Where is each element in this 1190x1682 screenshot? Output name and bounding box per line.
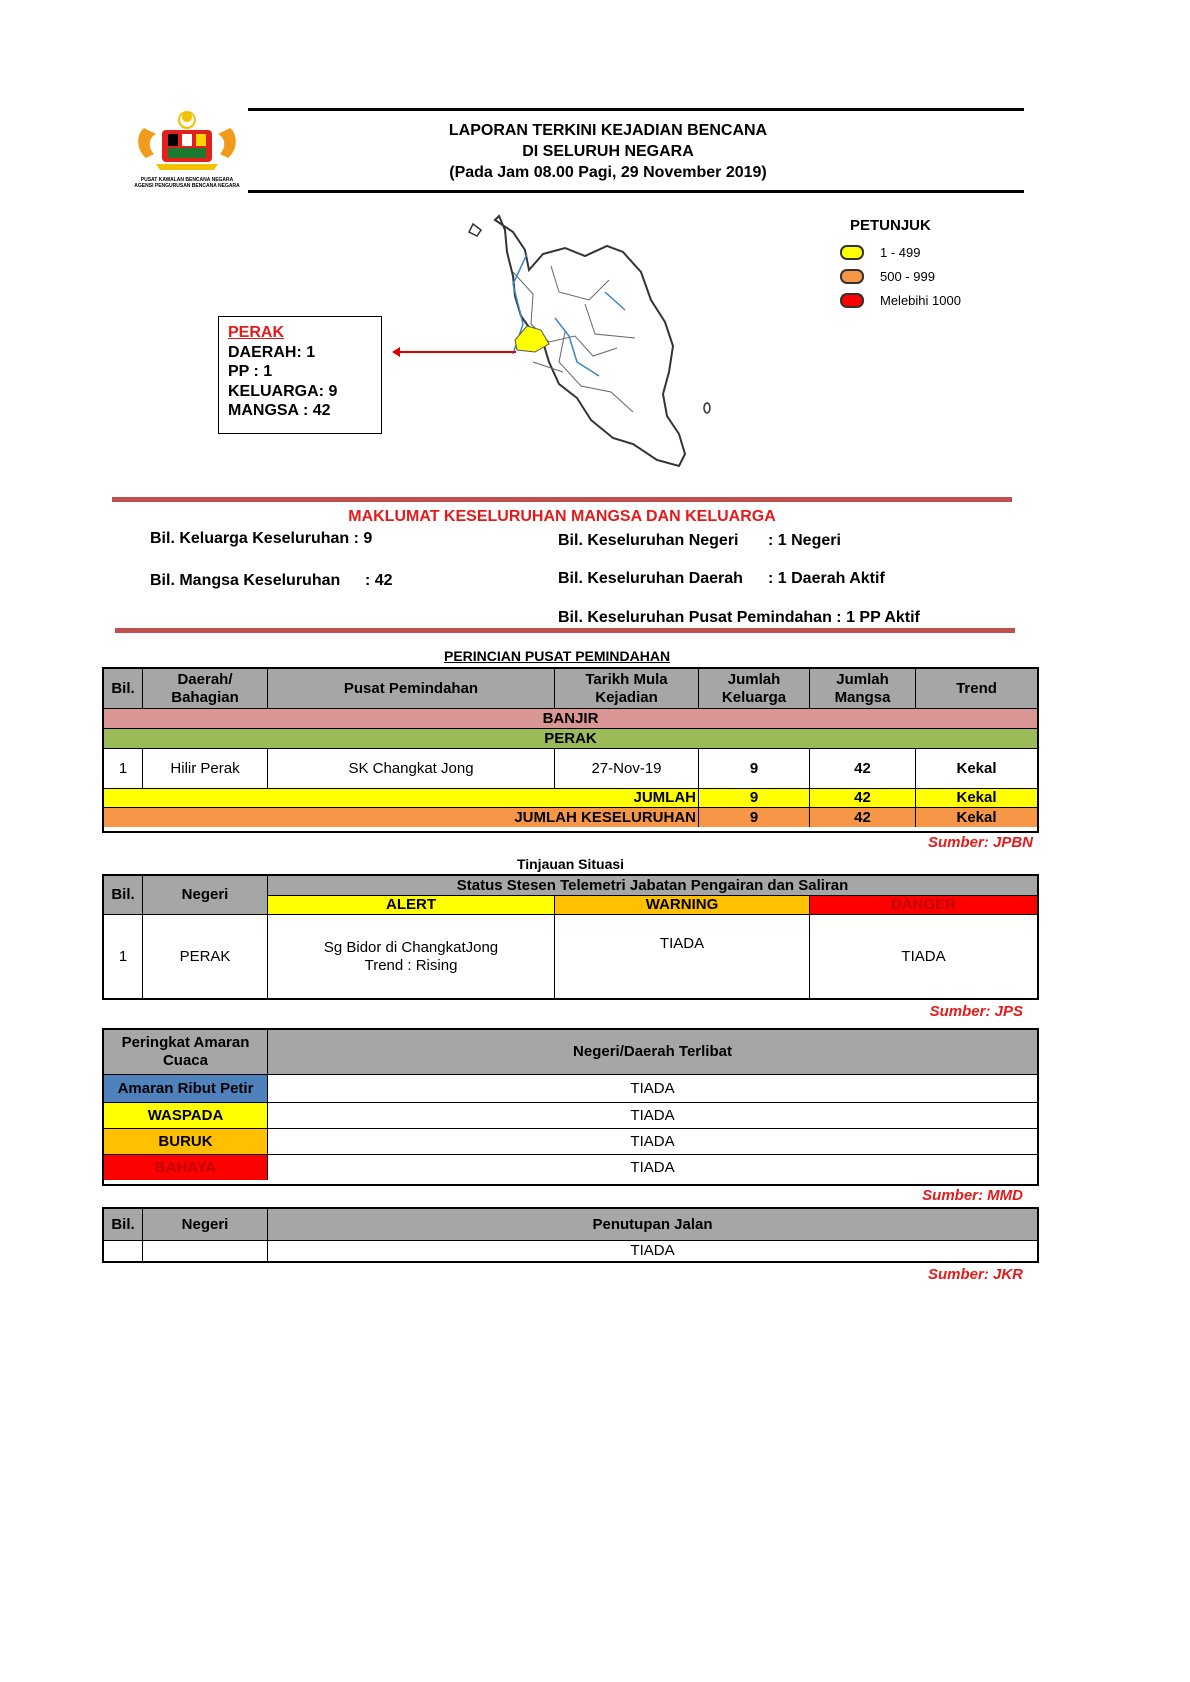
cell-bil: 1 [104, 915, 143, 998]
col-keluarga: Jumlah Keluarga [699, 669, 810, 709]
summary-title: MAKLUMAT KESELURUHAN MANGSA DAN KELUARGA [348, 508, 776, 525]
source-jkr: Sumber: JKR [927, 1266, 1023, 1283]
weather-warning-table [102, 1028, 1039, 1186]
cell-tarikh: 27-Nov-19 [555, 749, 699, 789]
hexagon-icon [840, 269, 864, 284]
col-bil: Bil. [104, 669, 143, 709]
col-daerah: Daerah/ Bahagian [143, 669, 268, 709]
legend-label: 500 - 999 [880, 268, 935, 284]
hexagon-icon [840, 293, 864, 308]
legend-title: PETUNJUK [850, 217, 931, 234]
total-families: Bil. Keluarga Keseluruhan : 9 [150, 530, 373, 547]
level-waspada: WASPADA [104, 1103, 268, 1129]
col-danger: DANGER [810, 896, 1037, 915]
col-penutupan: Penutupan Jalan [268, 1209, 1037, 1241]
cell-keluarga: 9 [699, 749, 810, 789]
station-name: Sg Bidor di ChangkatJong [323, 938, 499, 956]
col-status-header: Status Stesen Telemetri Jabatan Pengairan dan Saliran [268, 876, 1037, 896]
grandtotal-label: JUMLAH KESELURUHAN [104, 808, 699, 827]
evacuation-table [102, 667, 1039, 833]
evac-table-title: PERINCIAN PUSAT PEMINDAHAN [444, 648, 671, 664]
grandtotal-keluarga: 9 [699, 808, 810, 827]
summary-rule-top [112, 497, 1012, 502]
header-rule-top [248, 108, 1024, 111]
coat-of-arms-logo [128, 108, 246, 189]
col-negeri: Negeri [143, 876, 268, 915]
value-bahaya: TIADA [630, 1158, 675, 1176]
agency-name-1: PUSAT KAWALAN BENCANA NEGARA [140, 177, 234, 183]
col-warning: WARNING [555, 896, 810, 915]
callout-arrow [398, 351, 516, 353]
report-title [248, 120, 968, 183]
cell-negeri [143, 1241, 268, 1261]
cell-mangsa: 42 [810, 749, 916, 789]
situation-title: Tinjauan Situasi [516, 856, 625, 872]
hexagon-icon [840, 245, 864, 260]
legend [840, 240, 961, 312]
value-ribut-petir: TIADA [268, 1075, 1037, 1103]
grandtotal-mangsa: 42 [810, 808, 916, 827]
legend-label: Melebihi 1000 [880, 292, 961, 308]
total-districts-value: : 1 Daerah Aktif [768, 570, 885, 587]
legend-label: 1 - 499 [880, 244, 921, 260]
callout-daerah: DAERAH: 1 [228, 343, 316, 361]
grandtotal-trend: Kekal [916, 808, 1037, 827]
cell-danger: TIADA [901, 947, 946, 965]
total-states-label: Bil. Keseluruhan Negeri [558, 532, 739, 549]
col-tarikh: Tarikh Mula Kejadian [555, 669, 699, 709]
peninsular-malaysia-map [455, 212, 725, 484]
col-alert: ALERT [268, 896, 555, 915]
subtotal-mangsa: 42 [810, 789, 916, 808]
cell-trend: Kekal [916, 749, 1037, 789]
summary-rule-bottom [115, 628, 1015, 633]
cell-penutupan: TIADA [630, 1242, 675, 1259]
callout-mangsa: MANGSA : 42 [228, 402, 331, 419]
value-buruk: TIADA [268, 1129, 1037, 1155]
cell-bil [104, 1241, 143, 1261]
col-bil: Bil. [104, 1209, 143, 1241]
callout-arrowhead [392, 347, 400, 357]
legend-item [840, 264, 961, 288]
agency-name-2: AGENSI PENGURUSAN BENCANA NEGARA [134, 183, 240, 189]
callout-pp: PP : 1 [228, 363, 273, 380]
total-pp: Bil. Keseluruhan Pusat Pemindahan : 1 PP Aktif [558, 609, 920, 626]
cell-bil: 1 [104, 749, 143, 789]
level-buruk: BURUK [104, 1129, 268, 1155]
callout-keluarga: KELUARGA: 9 [228, 382, 338, 400]
cell-daerah: Hilir Perak [143, 749, 268, 789]
col-negeri-daerah: Negeri/Daerah Terlibat [268, 1030, 1037, 1075]
callout-state: PERAK [228, 324, 285, 341]
legend-item [840, 240, 961, 264]
total-districts-label: Bil. Keseluruhan Daerah [558, 570, 743, 587]
col-pusat: Pusat Pemindahan [268, 669, 555, 709]
road-closure-table [102, 1207, 1039, 1263]
value-waspada: TIADA [268, 1103, 1037, 1129]
col-trend: Trend [916, 669, 1037, 709]
title-line-3: (Pada Jam 08.00 Pagi, 29 November 2019) [449, 164, 767, 181]
total-states-value: : 1 Negeri [768, 532, 841, 549]
col-mangsa: Jumlah Mangsa [810, 669, 916, 709]
legend-item [840, 288, 961, 312]
level-bahaya: BAHAYA [104, 1155, 268, 1180]
subtotal-trend: Kekal [916, 789, 1037, 808]
cell-pusat: SK Changkat Jong [268, 749, 555, 789]
state-callout [218, 316, 382, 434]
col-bil: Bil. [104, 876, 143, 915]
telemetry-table [102, 874, 1039, 1000]
source-mmd: Sumber: MMD [922, 1187, 1023, 1204]
header-rule-bottom [248, 190, 1024, 193]
cell-warning: TIADA [555, 915, 810, 998]
source-jps: Sumber: JPS [929, 1003, 1023, 1020]
total-victims-label: Bil. Mangsa Keseluruhan [150, 572, 341, 589]
state-row: PERAK [104, 729, 1037, 749]
category-row: BANJIR [104, 709, 1037, 729]
cell-alert [268, 915, 555, 998]
source-jpbn: Sumber: JPBN [927, 834, 1033, 851]
subtotal-label: JUMLAH [104, 789, 699, 808]
col-negeri: Negeri [143, 1209, 268, 1241]
total-victims-value: : 42 [365, 572, 393, 589]
subtotal-keluarga: 9 [699, 789, 810, 808]
title-line-2: DI SELURUH NEGARA [522, 143, 694, 160]
station-trend: Trend : Rising [364, 956, 458, 974]
col-peringkat: Peringkat Amaran Cuaca [104, 1030, 268, 1075]
cell-negeri: PERAK [143, 915, 268, 998]
title-line-1: LAPORAN TERKINI KEJADIAN BENCANA [448, 122, 768, 139]
level-ribut-petir: Amaran Ribut Petir [104, 1075, 268, 1103]
